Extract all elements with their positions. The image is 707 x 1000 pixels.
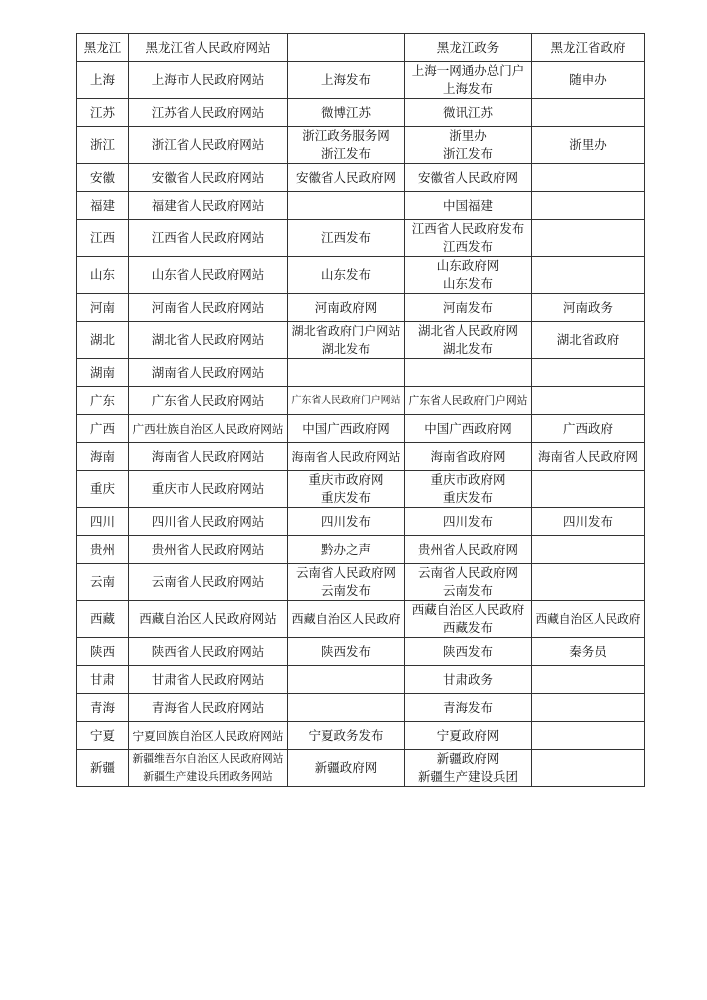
website-cell: 宁夏回族自治区人民政府网站 (129, 722, 288, 750)
platform-cell-a: 四川发布 (288, 508, 405, 536)
platform-cell-b: 浙里办 浙江发布 (405, 127, 532, 164)
platform-cell-c (532, 257, 645, 294)
platform-cell-c: 黑龙江省政府 (532, 34, 645, 62)
platform-cell-a: 重庆市政府网 重庆发布 (288, 471, 405, 508)
website-cell: 贵州省人民政府网站 (129, 536, 288, 564)
website-cell: 重庆市人民政府网站 (129, 471, 288, 508)
platform-cell-a (288, 359, 405, 387)
platform-cell-b: 西藏自治区人民政府 西藏发布 (405, 601, 532, 638)
platform-cell-a: 广东省人民政府门户网站 (288, 387, 405, 415)
platform-cell-c: 随申办 (532, 62, 645, 99)
table-row (77, 694, 645, 722)
province-cell: 广东 (77, 387, 129, 415)
website-cell: 上海市人民政府网站 (129, 62, 288, 99)
platform-cell-c: 湖北省政府 (532, 322, 645, 359)
table-row (77, 666, 645, 694)
province-cell: 上海 (77, 62, 129, 99)
province-cell: 甘肃 (77, 666, 129, 694)
website-cell: 黑龙江省人民政府网站 (129, 34, 288, 62)
province-cell: 广西 (77, 415, 129, 443)
website-cell: 江苏省人民政府网站 (129, 99, 288, 127)
platform-cell-b: 贵州省人民政府网 (405, 536, 532, 564)
table-row (77, 601, 645, 638)
table-row (77, 750, 645, 787)
province-cell: 陕西 (77, 638, 129, 666)
table-body (77, 34, 645, 787)
platform-cell-c (532, 694, 645, 722)
platform-cell-a: 微博江苏 (288, 99, 405, 127)
platform-cell-a (288, 192, 405, 220)
table-row (77, 443, 645, 471)
platform-cell-a: 西藏自治区人民政府 (288, 601, 405, 638)
platform-cell-c (532, 359, 645, 387)
platform-cell-b: 甘肃政务 (405, 666, 532, 694)
platform-cell-b: 宁夏政府网 (405, 722, 532, 750)
website-cell: 四川省人民政府网站 (129, 508, 288, 536)
table-row (77, 34, 645, 62)
table-row (77, 294, 645, 322)
platform-cell-a: 宁夏政务发布 (288, 722, 405, 750)
table-row (77, 564, 645, 601)
platform-cell-b: 江西省人民政府发布 江西发布 (405, 220, 532, 257)
website-cell: 广西壮族自治区人民政府网站 (129, 415, 288, 443)
platform-cell-c: 西藏自治区人民政府 (532, 601, 645, 638)
website-cell: 福建省人民政府网站 (129, 192, 288, 220)
platform-cell-a: 云南省人民政府网 云南发布 (288, 564, 405, 601)
province-cell: 黑龙江 (77, 34, 129, 62)
platform-cell-a: 海南省人民政府网站 (288, 443, 405, 471)
platform-cell-a (288, 666, 405, 694)
platform-cell-b: 安徽省人民政府网 (405, 164, 532, 192)
government-platforms-table (76, 33, 645, 787)
platform-cell-b: 微讯江苏 (405, 99, 532, 127)
province-cell: 西藏 (77, 601, 129, 638)
platform-cell-a: 黔办之声 (288, 536, 405, 564)
website-cell: 甘肃省人民政府网站 (129, 666, 288, 694)
province-cell: 宁夏 (77, 722, 129, 750)
platform-cell-a: 安徽省人民政府网 (288, 164, 405, 192)
website-cell: 广东省人民政府网站 (129, 387, 288, 415)
platform-cell-c: 广西政府 (532, 415, 645, 443)
province-cell: 湖北 (77, 322, 129, 359)
province-cell: 新疆 (77, 750, 129, 787)
province-cell: 安徽 (77, 164, 129, 192)
table-row (77, 62, 645, 99)
platform-cell-c: 秦务员 (532, 638, 645, 666)
platform-cell-c: 浙里办 (532, 127, 645, 164)
website-cell: 山东省人民政府网站 (129, 257, 288, 294)
platform-cell-b: 河南发布 (405, 294, 532, 322)
platform-cell-c (532, 564, 645, 601)
website-cell: 新疆维吾尔自治区人民政府网站 新疆生产建设兵团政务网站 (129, 750, 288, 787)
website-cell: 浙江省人民政府网站 (129, 127, 288, 164)
platform-cell-b: 云南省人民政府网 云南发布 (405, 564, 532, 601)
province-cell: 浙江 (77, 127, 129, 164)
platform-cell-b: 湖北省人民政府网 湖北发布 (405, 322, 532, 359)
table-row (77, 508, 645, 536)
table-row (77, 99, 645, 127)
website-cell: 湖南省人民政府网站 (129, 359, 288, 387)
website-cell: 青海省人民政府网站 (129, 694, 288, 722)
platform-cell-c (532, 99, 645, 127)
platform-cell-a: 山东发布 (288, 257, 405, 294)
table-row (77, 192, 645, 220)
platform-cell-b: 广东省人民政府门户网站 (405, 387, 532, 415)
table-row (77, 257, 645, 294)
table-row (77, 127, 645, 164)
website-cell: 安徽省人民政府网站 (129, 164, 288, 192)
platform-cell-a (288, 34, 405, 62)
platform-cell-c (532, 750, 645, 787)
website-cell: 陕西省人民政府网站 (129, 638, 288, 666)
platform-cell-c: 河南政务 (532, 294, 645, 322)
province-cell: 福建 (77, 192, 129, 220)
province-cell: 重庆 (77, 471, 129, 508)
province-cell: 贵州 (77, 536, 129, 564)
province-cell: 河南 (77, 294, 129, 322)
province-cell: 山东 (77, 257, 129, 294)
table-row (77, 638, 645, 666)
platform-cell-c (532, 666, 645, 694)
platform-cell-b: 上海一网通办总门户 上海发布 (405, 62, 532, 99)
platform-cell-b (405, 359, 532, 387)
platform-cell-b: 中国广西政府网 (405, 415, 532, 443)
province-cell: 四川 (77, 508, 129, 536)
platform-cell-a: 新疆政府网 (288, 750, 405, 787)
platform-cell-a (288, 694, 405, 722)
platform-cell-c (532, 164, 645, 192)
platform-cell-a: 中国广西政府网 (288, 415, 405, 443)
province-cell: 江西 (77, 220, 129, 257)
table-row (77, 359, 645, 387)
platform-cell-b: 青海发布 (405, 694, 532, 722)
table-row (77, 387, 645, 415)
table-row (77, 322, 645, 359)
platform-cell-c (532, 192, 645, 220)
table-row (77, 415, 645, 443)
platform-cell-a: 陕西发布 (288, 638, 405, 666)
platform-cell-b: 黑龙江政务 (405, 34, 532, 62)
table-row (77, 164, 645, 192)
platform-cell-c (532, 722, 645, 750)
website-cell: 湖北省人民政府网站 (129, 322, 288, 359)
website-cell: 云南省人民政府网站 (129, 564, 288, 601)
platform-cell-c (532, 387, 645, 415)
website-cell: 西藏自治区人民政府网站 (129, 601, 288, 638)
platform-cell-a: 浙江政务服务网 浙江发布 (288, 127, 405, 164)
platform-cell-c (532, 220, 645, 257)
platform-cell-c: 海南省人民政府网 (532, 443, 645, 471)
platform-cell-a: 江西发布 (288, 220, 405, 257)
platform-cell-b: 新疆政府网 新疆生产建设兵团 (405, 750, 532, 787)
table-row (77, 722, 645, 750)
platform-cell-c: 四川发布 (532, 508, 645, 536)
platform-cell-a: 河南政府网 (288, 294, 405, 322)
platform-cell-a: 湖北省政府门户网站 湖北发布 (288, 322, 405, 359)
platform-cell-b: 海南省政府网 (405, 443, 532, 471)
table-row (77, 536, 645, 564)
province-cell: 云南 (77, 564, 129, 601)
province-cell: 海南 (77, 443, 129, 471)
table-row (77, 220, 645, 257)
platform-cell-a: 上海发布 (288, 62, 405, 99)
website-cell: 海南省人民政府网站 (129, 443, 288, 471)
platform-cell-b: 四川发布 (405, 508, 532, 536)
platform-cell-b: 山东政府网 山东发布 (405, 257, 532, 294)
province-cell: 湖南 (77, 359, 129, 387)
province-cell: 江苏 (77, 99, 129, 127)
platform-cell-b: 中国福建 (405, 192, 532, 220)
province-cell: 青海 (77, 694, 129, 722)
table-row (77, 471, 645, 508)
platform-cell-c (532, 471, 645, 508)
website-cell: 江西省人民政府网站 (129, 220, 288, 257)
platform-cell-b: 重庆市政府网 重庆发布 (405, 471, 532, 508)
platform-cell-c (532, 536, 645, 564)
website-cell: 河南省人民政府网站 (129, 294, 288, 322)
platform-cell-b: 陕西发布 (405, 638, 532, 666)
